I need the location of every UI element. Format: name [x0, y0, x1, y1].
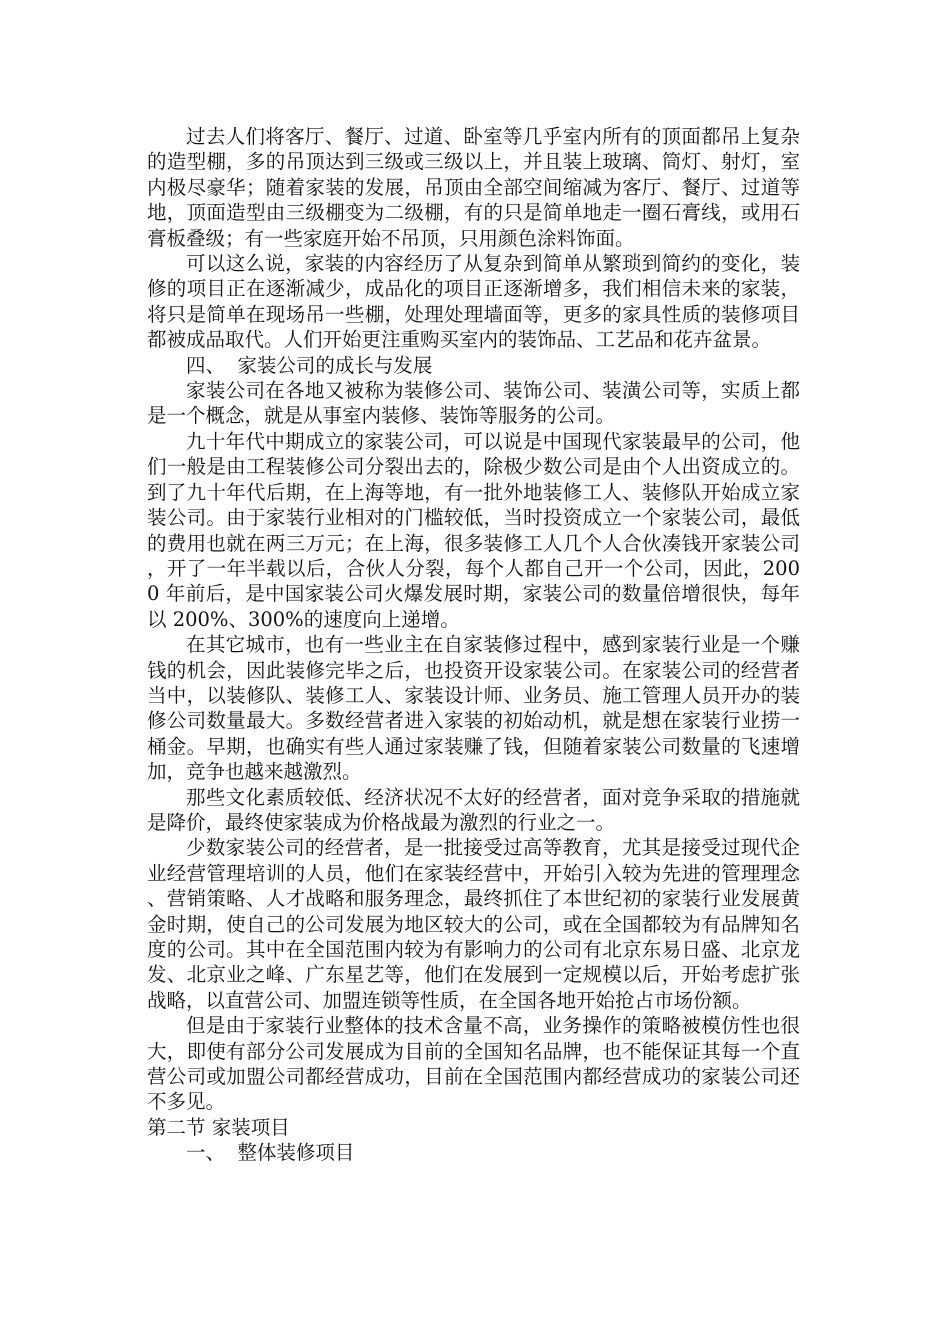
heading-company-growth: 四、 家装公司的成长与发展	[186, 353, 433, 377]
document-body	[147, 124, 800, 1166]
paragraph-other-cities: 在其它城市，也有一些业主在自家装修过程中，感到家装行业是一个赚钱的机会，因此装修完毕之后，也投资开设家装公司。在家装公司的经营者当中，以装修队、装修工人、家装设计师、业务员、施工管理人员开办的装修公司数量最大。多数经营者进入家装的初始动机，就是想在家装行业捞一桶金。早期，也确实有些人通过家装赚了钱，但随着家装公司数量的飞速增加，竞争也越来越激烈。	[147, 633, 800, 784]
paragraph-price-war: 那些文化素质较低、经济状况不太好的经营者，面对竞争采取的措施就是降价，最终使家装成为价格战最为激烈的行业之一。	[147, 785, 800, 834]
paragraph-company-definition: 家装公司在各地又被称为装修公司、装饰公司、装潢公司等，实质上都是一个概念，就是从事室内装修、装饰等服务的公司。	[147, 379, 800, 428]
paragraph-imitation: 但是由于家装行业整体的技术含量不高，业务操作的策略被模仿性也很大，即使有部分公司发展成为目前的全国知名品牌，也不能保证其每一个直营公司或加盟公司都经营成功，目前在全国范围内都经营成功的家装公司还不多见。	[147, 1014, 800, 1114]
paragraph-leading-companies: 少数家装公司的经营者，是一批接受过高等教育，尤其是接受过现代企业经营管理培训的人员，他们在家装经营中，开始引入较为先进的管理理念、营销策略、人才战略和服务理念，最终抓住了本世纪初的家装行业发展黄金时期，使自己的公司发展为地区较大的公司，或在全国都较为有品牌知名度的公司。其中在全国范围内较为有影响力的公司有北京东易日盛、北京龙发、北京业之峰、广东星艺等，他们在发展到一定规模以后，开始考虑扩张战略，以直营公司、加盟连锁等性质，在全国各地开始抢占市场份额。	[147, 836, 800, 1012]
section-title: 第二节 家装项目	[147, 1115, 290, 1139]
paragraph-ceiling-history: 过去人们将客厅、餐厅、过道、卧室等几乎室内所有的顶面都吊上复杂的造型棚，多的吊顶达到三级或三级以上，并且装上玻璃、筒灯、射灯，室内极尽豪华；随着家装的发展，吊顶由全部空间缩减为客厅、餐厅、过道等地，顶面造型由三级棚变为二级棚，有的只是简单地走一圈石膏线，或用石膏板叠级；有一些家庭开始不吊顶，只用颜色涂料饰面。	[147, 125, 800, 250]
paragraph-simplification-trend: 可以这么说，家装的内容经历了从复杂到简单从繁琐到简约的变化，装修的项目正在逐渐减少，成品化的项目正逐渐增多，我们相信未来的家装，将只是简单在现场吊一些棚，处理处理墙面等，更多的家具性质的装修项目都被成品取代。人们开始更注重购买室内的装饰品、工艺品和花卉盆景。	[147, 252, 800, 352]
paragraph-nineties-origin: 九十年代中期成立的家装公司，可以说是中国现代家装最早的公司，他们一般是由工程装修公司分裂出去的，除极少数公司是由个人出资成立的。到了九十年代后期，在上海等地，有一批外地装修工人、装修队开始成立家装公司。由于家装行业相对的门槛较低，当时投资成立一个家装公司，最低的费用也就在两三万元；在上海，很多装修工人几个人合伙凑钱开家装公司，开了一年半载以后，合伙人分裂，每个人都自己开一个公司，因此，2000 年前后，是中国家装公司火爆发展时期，家装公司的数量倍增很快，每年以 200%、300%的速度向上递增。	[147, 429, 800, 631]
sub-heading-whole-renovation: 一、 整体装修项目	[186, 1141, 355, 1165]
